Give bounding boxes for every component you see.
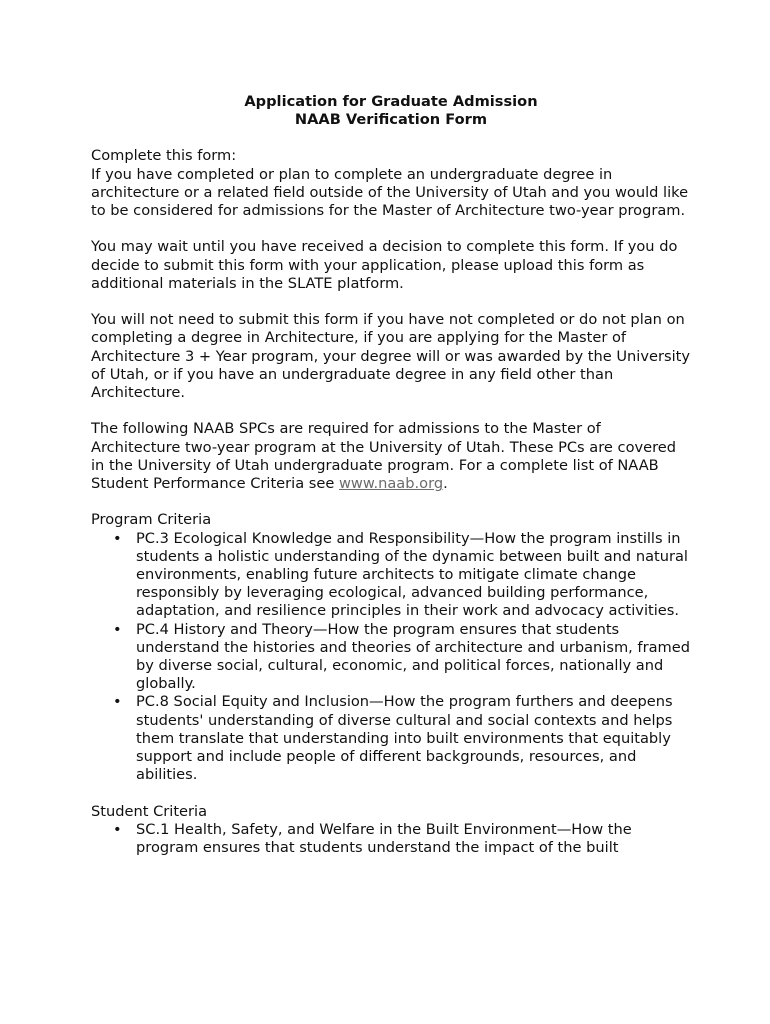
intro-paragraph-3: You will not need to submit this form if you have not completed or do not plan on completing a degree in Architecture, if you are applying for the Master of Architecture 3 + Year program, your degree will or was awarded by the University of Utah, or if you have an undergraduate degree in any field other than Architecture. xyxy=(91,311,690,402)
list-item-text: PC.8 Social Equity and Inclusion—How the program furthers and deepens students' understanding of diverse cultural and social contexts and helps them translate that understanding into built environments that equitably support and include people of different backgrounds, resources, and abilities. xyxy=(136,693,673,784)
document-subtitle: NAAB Verification Form xyxy=(294,111,488,129)
list-item xyxy=(91,530,691,621)
intro-paragraph-4-text: The following NAAB SPCs are required for admissions to the Master of Architecture two-year program at the University of Utah. These PCs are covered in the University of Utah undergraduate program. For a complete list of NAAB Student Performance Criteria see xyxy=(91,420,677,493)
naab-link[interactable]: www.naab.org xyxy=(339,475,444,493)
document-body xyxy=(91,93,691,857)
program-criteria-heading: Program Criteria xyxy=(91,511,212,529)
student-criteria-list xyxy=(91,821,691,857)
bullet-icon: • xyxy=(113,529,122,547)
bullet-icon: • xyxy=(113,693,122,711)
intro-paragraph-2: You may wait until you have received a decision to complete this form. If you do decide to submit this form with your application, please upload this form as additional materials in the SLATE platform. xyxy=(91,238,678,292)
bullet-icon: • xyxy=(113,620,122,638)
intro-paragraph-4-end: . xyxy=(443,475,448,493)
document-title: Application for Graduate Admission xyxy=(244,93,538,110)
bullet-icon: • xyxy=(113,820,122,838)
list-item-text: PC.4 History and Theory—How the program ensures that students understand the histories and theories of architecture and urbanism, framed by diverse social, cultural, economic, and political forces, nationally and globally. xyxy=(136,620,690,693)
list-item-text: PC.3 Ecological Knowledge and Responsibility—How the program instills in students a holistic understanding of the dynamic between built and natural environments, enabling future architects to mitigate climate change responsibly by leveraging ecological, advanced building performance, adaptation, and resilience principles in their work and advocacy activities. xyxy=(136,529,688,620)
intro-paragraph-4 xyxy=(91,420,691,493)
student-criteria-heading: Student Criteria xyxy=(91,802,208,820)
list-item-text: SC.1 Health, Safety, and Welfare in the Built Environment—How the program ensures that students understand the impact of the built xyxy=(136,820,632,857)
list-item xyxy=(91,693,691,784)
list-item xyxy=(91,621,691,694)
program-criteria-list xyxy=(91,530,691,785)
intro-paragraph-1: If you have completed or plan to complete an undergraduate degree in architecture or a related field outside of the University of Utah and you would like to be considered for admissions for the Master of Architecture two-year program. xyxy=(91,165,689,220)
intro-label: Complete this form: xyxy=(91,147,237,165)
spacer xyxy=(91,129,691,147)
list-item xyxy=(91,821,691,857)
